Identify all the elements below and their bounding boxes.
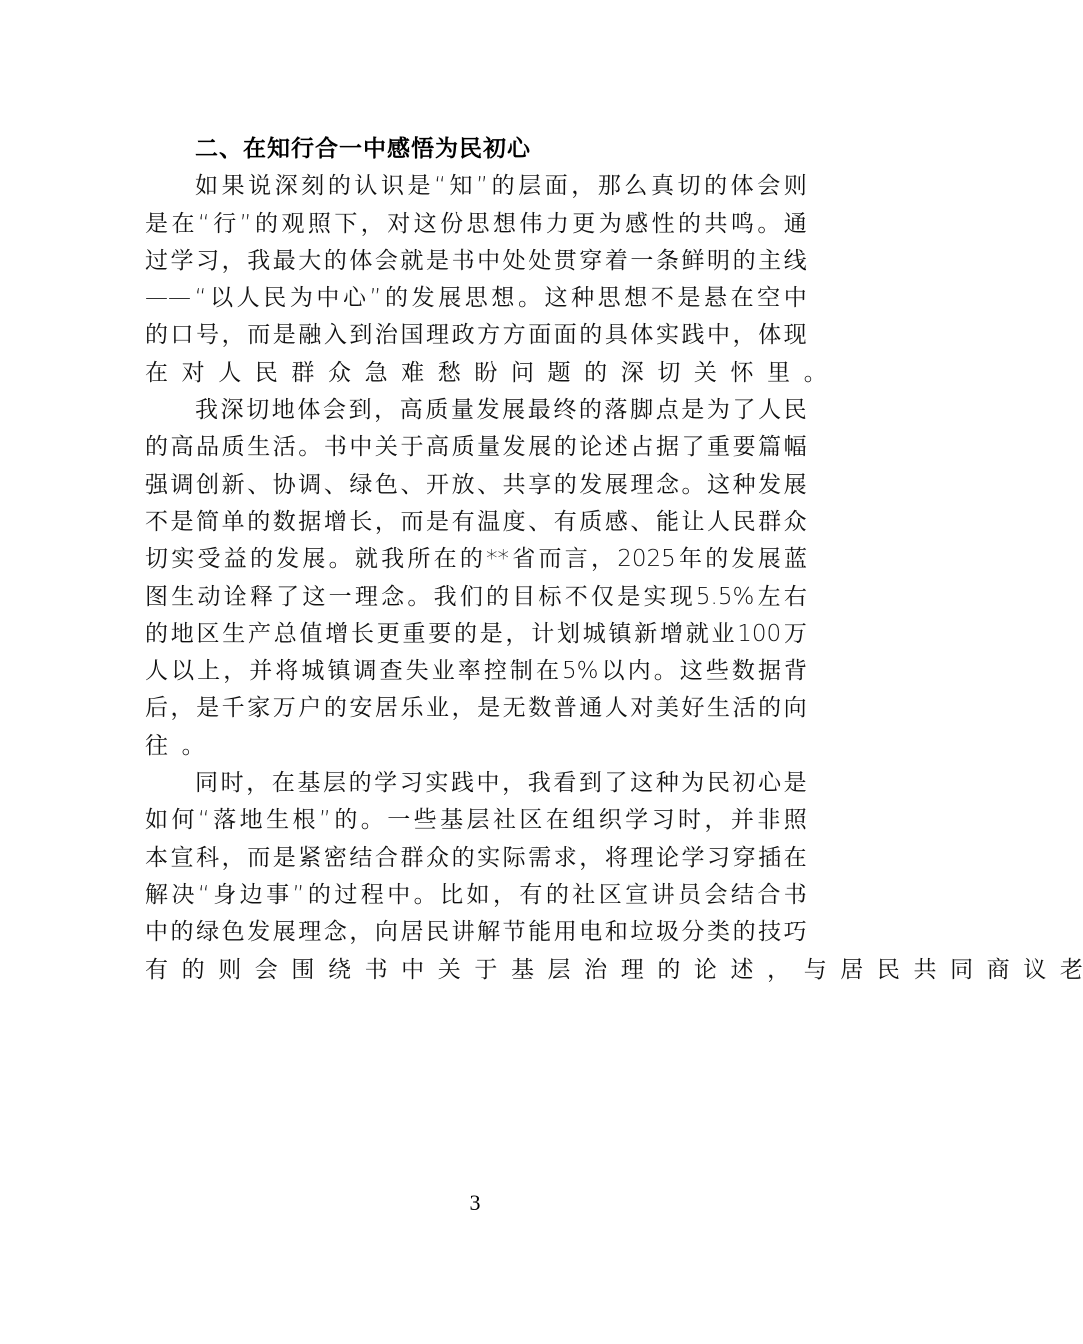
paragraph-1-line: 在 对 人 民 群 众 急 难 愁 盼 问 题 的 深 切 关 怀 里 。 — [145, 359, 827, 386]
paragraph-1-line: 过 学 习 ， 我 最 大 的 体 会 就 是 书 中 处 处 贯 穿 着 一 条 鲜 明 的 主 线 — [145, 247, 807, 274]
paragraph-2-line: 后 ， 是 千 家 万 户 的 安 居 乐 业 ， 是 无 数 普 通 人 对 美 好 生 活 的 向 — [145, 695, 807, 722]
paragraph-3-line: 同 时 ， 在 基 层 的 学 习 实 践 中 ， 我 看 到 了 这 种 为 民 初 心 是 — [195, 770, 807, 797]
paragraph-1-line: —— “ 以 人 民 为 中 心 ” 的 发 展 思 想 。 这 种 思 想 不 是 悬 在 空 中 — [145, 285, 807, 312]
paragraph-3-line: 有 的 则 会 围 绕 书 中 关 于 基 层 治 理 的 论 述 ， 与 居 民 共 同 商 议 老 — [145, 956, 1083, 983]
paragraph-2-line: 往 。 — [145, 732, 205, 759]
paragraph-2-line: 我 深 切 地 体 会 到 ， 高 质 量 发 展 最 终 的 落 脚 点 是 为 了 人 民 — [195, 397, 807, 424]
paragraph-2-line: 的 高 品 质 生 活 。 书 中 关 于 高 质 量 发 展 的 论 述 占 据 了 重 要 篇 幅 — [145, 434, 807, 461]
document-body — [145, 131, 1083, 989]
paragraph-2-line: 切 实 受 益 的 发 展 。 就 我 所 在 的 ** 省 而 言 ， 2025 年 的 发 展 蓝 — [145, 546, 807, 573]
section-heading: 二、在知行合一中感悟为民初心 — [195, 136, 531, 162]
page-number: 3 — [469, 1190, 481, 1215]
paragraph-2-line: 不 是 简 单 的 数 据 增 长 ， 而 是 有 温 度 、 有 质 感 、 能 让 人 民 群 众 — [145, 508, 807, 535]
paragraph-3-line: 解 决 “ 身 边 事 ” 的 过 程 中 。 比 如 ， 有 的 社 区 宣 讲 员 会 结 合 书 — [145, 881, 807, 908]
paragraph-1-line: 如 果 说 深 刻 的 认 识 是 “ 知 ” 的 层 面 ， 那 么 真 切 的 体 会 则 — [195, 173, 807, 200]
paragraph-2-line: 强 调 创 新 、 协 调 、 绿 色 、 开 放 、 共 享 的 发 展 理 念 。 这 种 发 展 — [145, 471, 807, 498]
paragraph-1-line: 的 口 号 ， 而 是 融 入 到 治 国 理 政 方 方 面 面 的 具 体 实 践 中 ， 体 现 — [145, 322, 807, 349]
paragraph-2-line: 图 生 动 诠 释 了 这 一 理 念 。 我 们 的 目 标 不 仅 是 实 现 5.5% 左 右 — [145, 583, 807, 610]
paragraph-1-line: 是 在 “ 行 ” 的 观 照 下 ， 对 这 份 思 想 伟 力 更 为 感 性 的 共 鸣 。 通 — [145, 210, 807, 237]
paragraph-3-line: 如 何 “ 落 地 生 根 ” 的 。 一 些 基 层 社 区 在 组 织 学 习 时 ， 并 非 照 — [145, 807, 807, 834]
paragraph-2-line: 的 地 区 生 产 总 值 增 长 更 重 要 的 是 ， 计 划 城 镇 新 增 就 业 100 万 — [145, 620, 807, 647]
paragraph-3-line: 本 宣 科 ， 而 是 紧 密 结 合 群 众 的 实 际 需 求 ， 将 理 论 学 习 穿 插 在 — [145, 844, 807, 871]
paragraph-2-line: 人 以 上 ， 并 将 城 镇 调 查 失 业 率 控 制 在 5% 以 内 。 这 些 数 据 背 — [145, 658, 807, 685]
paragraph-3-line: 中 的 绿 色 发 展 理 念 ， 向 居 民 讲 解 节 能 用 电 和 垃 圾 分 类 的 技 巧 — [145, 919, 807, 946]
